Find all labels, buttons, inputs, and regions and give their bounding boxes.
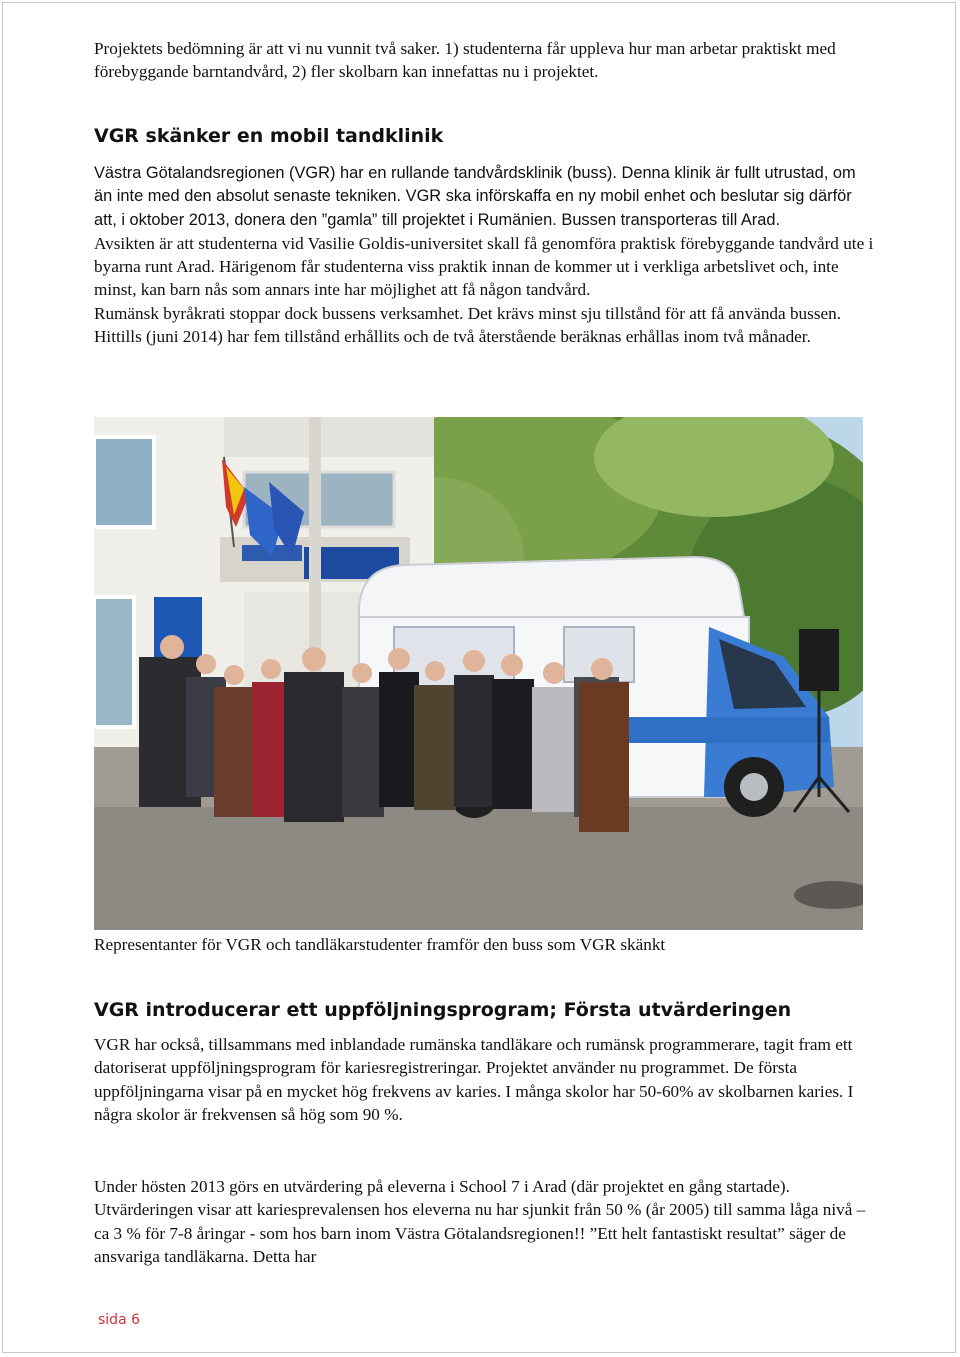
section-body-evaluation [94,1175,874,1268]
paragraph-purpose: Avsikten är att studenterna vid Vasilie Goldis-universitet skall få genomföra praktisk förebyggande tandvård ute i byarna runt Arad. Härigenom får studenterna viss praktik innan de kommer ut i verkliga arbetslivet och, inte minst, kan barn nås som annars inte har möjlighet att få någon tandvård. [94,233,874,300]
paragraph-bureaucracy: Rumänsk byråkrati stoppar dock bussens verksamhet. Det krävs minst sju tillstånd för att få använda bussen. Hittills (juni 2014) har fem tillstånd erhållits och de två återstående beräknas erhållas inom två månader. [94,303,842,347]
intro-paragraph: Projektets bedömning är att vi nu vunnit två saker. 1) studenterna får uppleva hur man arbetar praktiskt med förebyggande barntandvård, 2) fler skolbarn kan innefattas nu i projektet. [94,39,836,82]
section-body-mobile-clinic [94,162,874,348]
section-body-followup [94,1033,874,1126]
document-body [94,37,874,1266]
page-number: sida 6 [98,1312,141,1328]
paragraph-evaluation: Under hösten 2013 görs en utvärdering på eleverna i School 7 i Arad (där projektet en gång startade). Utvärderingen visar att kariesprevalensen hos eleverna nu har sjunkit från 50 % (år 2005) till samma låga nivå – ca 3 % för 7-8 åringar - som hos barn inom Västra Götalandsregionen!! ”Ett helt fantastiskt resultat” säger de ansvariga tandläkarna. Detta har [94,1177,866,1266]
section-heading-followup: VGR introducerar ett uppföljningsprogram; Första utvärderingen [94,999,792,1021]
photo-caption: Representanter för VGR och tandläkarstudenter framför den buss som VGR skänkt [94,935,666,954]
paragraph-clinic-description: Västra Götalandsregionen (VGR) har en rullande tandvårdsklinik (buss). Denna klinik är fullt utrustad, om än inte med den absolut senaste tekniken. VGR ska införskaffa en ny mobil enhet och beslutar sig därför att, i oktober 2013, donera den ”gamla” till projektet i Rumänien. Bussen transporteras till Arad. [94,164,856,229]
group-photo-bus [94,417,863,930]
section-heading-mobile-clinic: VGR skänker en mobil tandklinik [94,125,444,147]
paragraph-followup-program: VGR har också, tillsammans med inblandade rumänska tandläkare och rumänsk programmerare, tagit fram ett datoriserat uppföljningsprogram för kariesregistreringar. Projektet använder nu programmet. De första uppföljningarna visar på en mycket hög frekvens av karies. I många skolor har 50-60% av skolbarnen karies. I några skolor är frekvensen så hög som 90 %. [94,1035,854,1124]
